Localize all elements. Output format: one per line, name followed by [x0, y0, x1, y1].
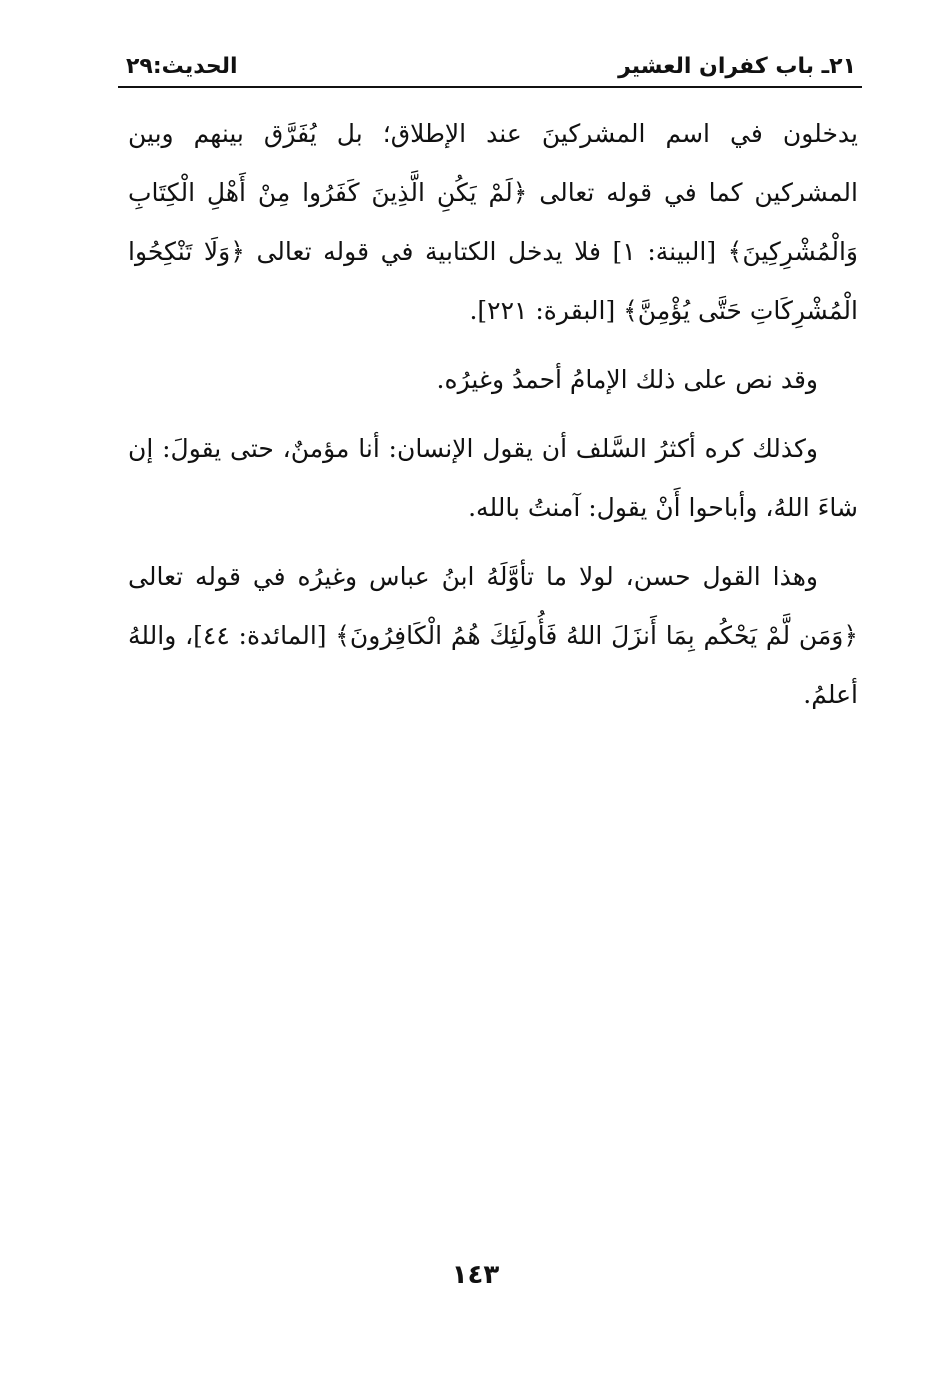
running-header [118, 50, 858, 86]
header-divider [118, 86, 862, 88]
paragraph-3: وكذلك كره أكثرُ السَّلف أن يقول الإنسان: أنا مؤمنٌ، حتى يقولَ: إن شاءَ اللهُ، وأباحوا أَنْ يقول: آمنتُ بالله. [128, 434, 858, 522]
chapter-title: ٢١ـ باب كفران العشير [618, 54, 856, 79]
paragraph-2: وقد نص على ذلك الإمامُ أحمدُ وغيرُه. [436, 365, 818, 394]
hadith-reference: الحديث:٢٩ [126, 54, 238, 79]
paragraph-4: وهذا القول حسن، لولا ما تأوَّلَهُ ابنُ عباس وغيرُه في قوله تعالى ﴿وَمَن لَّمْ يَحْكُم بِمَا أَنزَلَ اللهُ فَأُولَئِكَ هُمُ الْكَافِرُونَ﴾ [المائدة: ٤٤]، واللهُ أعلمُ. [128, 562, 858, 709]
body-text [128, 104, 858, 734]
paragraph-1: يدخلون في اسم المشركينَ عند الإطلاق؛ بل يُفَرَّق بينهم وبين المشركين كما في قوله تعالى ﴿لَمْ يَكُنِ الَّذِينَ كَفَرُوا مِنْ أَهْلِ الْكِتَابِ وَالْمُشْرِكِينَ﴾ [البينة: ١] فلا يدخل الكتابية في قوله تعالى ﴿وَلَا تَنْكِحُوا الْمُشْرِكَاتِ حَتَّى يُؤْمِنَّ﴾ [البقرة: ٢٢١]. [128, 119, 858, 325]
page-number: ١٤٣ [451, 1260, 500, 1290]
